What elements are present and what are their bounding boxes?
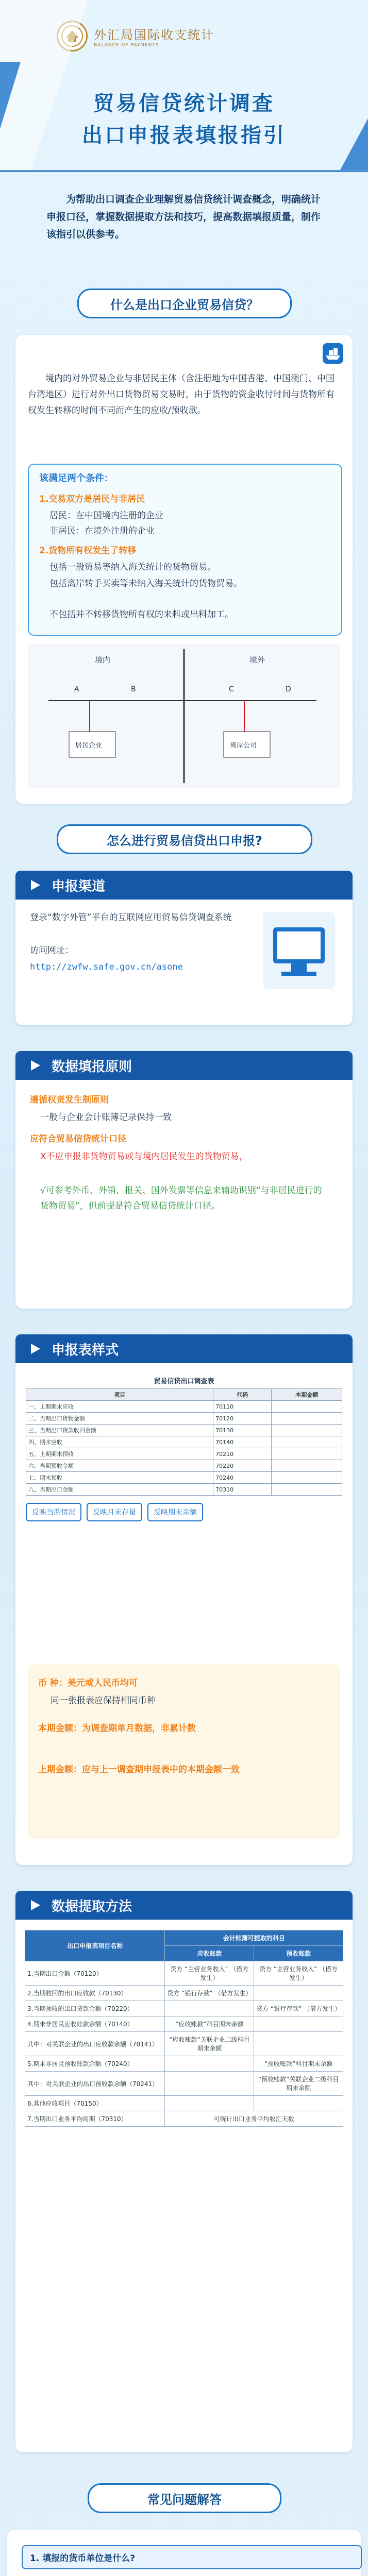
ext-row-label: 3.当期预收的出口贷款金额（70220）	[25, 2001, 165, 2016]
diagram-label-out: 境外	[249, 655, 265, 665]
table-row	[25, 2111, 343, 2127]
note-currency-sub: 同一张报表应保持相同币种	[51, 1696, 156, 1706]
card-principles	[15, 1051, 353, 1309]
diagram-node-a: A	[74, 685, 79, 693]
diagram-node-c: C	[229, 685, 234, 693]
bar-principles-title: 数据填报原则	[52, 1059, 132, 1075]
ext-col-receivable: 应收账款	[165, 1946, 254, 1961]
ext-row-a	[165, 2056, 254, 2072]
row-label: 五、上期期末预收	[26, 1448, 213, 1460]
bar-extraction	[15, 1891, 353, 1920]
intro-paragraph: 为帮助出口调查企业理解贸易信贷统计调查概念，明确统计申报口径，掌握数据提取方法和技巧，提高数据填报质量，制作该指引以供参考。	[46, 194, 321, 240]
col-code: 代码	[213, 1389, 272, 1401]
diagram-caption-1: 居民企业	[75, 742, 103, 750]
table-row	[26, 1460, 342, 1472]
page-title-line2: 出口申报表填报指引	[82, 124, 286, 147]
card-extraction	[15, 1891, 353, 2452]
form-notes	[28, 1664, 340, 1839]
conditions-title: 该满足两个条件：	[39, 473, 113, 484]
row-code: 70240	[213, 1472, 272, 1484]
ext-row-label: 其中：对关联企业的出口应收款余额（70141）	[25, 2032, 165, 2056]
row-code: 70140	[213, 1436, 272, 1448]
ship-icon	[323, 343, 343, 364]
play-icon	[28, 878, 42, 892]
ext-col-accounts: 会计账簿可提取的科目	[165, 1930, 343, 1946]
tag-balance: 反映期末余额	[147, 1503, 203, 1521]
row-code: 70220	[213, 1460, 272, 1472]
sample-form-table	[26, 1388, 342, 1496]
condition-1: 1.交易双方是居民与非居民	[39, 494, 145, 504]
condition-1b: 非居民：在境外注册的企业	[49, 526, 155, 536]
table-row	[26, 1484, 342, 1496]
diagram-node-b: B	[131, 685, 136, 693]
tag-current: 反映当期情况	[26, 1503, 81, 1521]
play-icon	[28, 1058, 42, 1073]
play-icon	[28, 1342, 42, 1356]
ext-row-label: 2.当期收回的出口应收款（70130）	[25, 1986, 165, 2001]
extraction-table	[25, 1930, 343, 2127]
conditions-box	[28, 464, 342, 636]
card-channel	[15, 871, 353, 1025]
ext-row-a	[165, 2001, 254, 2016]
table-row	[25, 2016, 343, 2032]
bar-channel	[15, 871, 353, 900]
row-label: 三、当期出口货款收回金额	[26, 1425, 213, 1436]
table-row	[25, 2001, 343, 2016]
row-amount	[272, 1425, 342, 1436]
table-row	[25, 2072, 343, 2096]
row-label: 八、当期出口金额	[26, 1484, 213, 1496]
row-code: 70120	[213, 1413, 272, 1425]
row-amount	[272, 1401, 342, 1413]
ext-row-b: “预收账款”关联企业二级科目期末余额	[254, 2072, 343, 2096]
note-current-amount: 本期金额：为调查期单月数据，非累计数	[38, 1723, 196, 1734]
row-amount	[272, 1460, 342, 1472]
table-row	[25, 2056, 343, 2072]
org-name-en: BALANCE OF PAYMENTS	[94, 42, 159, 48]
ext-row-label: 5.期末非居民预收账款余额（70240）	[25, 2056, 165, 2072]
section-pill-what: 什么是出口企业贸易信贷？	[77, 289, 292, 318]
ext-row-a	[165, 2072, 254, 2096]
bar-form-title: 申报表样式	[52, 1342, 119, 1358]
org-name: 外汇局国际收支统计	[94, 27, 214, 42]
definition-text: 境内的对外贸易企业与非居民主体（含注册地为中国香港、中国澳门、中国台湾地区）进行对外出口货物贸易交易时，由于货物的资金收付时间与货物所有权发生转移的时间不同而产生的应收/预收款。	[28, 374, 334, 416]
ext-col-item: 出口申报表项目名称	[25, 1930, 165, 1961]
diagram-caption-2: 离岸公司	[230, 742, 257, 750]
principle-2b: √可参考外币、外销、报关、国外发票等信息来辅助识别“与非居民进行的货物贸易”，但前提是符合贸易信贷统计口径。	[40, 1185, 322, 1211]
extraction-table-wrap	[25, 1930, 343, 2127]
principle-2a: X不应申报非货物贸易或与境内居民发生的货物贸易，	[40, 1151, 248, 1162]
table-row	[26, 1448, 342, 1460]
play-icon	[28, 1898, 42, 1912]
card-faq	[7, 2530, 361, 2576]
ext-row-b: “预收账款”科目期末余额	[254, 2056, 343, 2072]
table-row	[25, 1986, 343, 2001]
principle-1: 遵循权责发生制原则	[30, 1095, 109, 1105]
ext-row-a: “应收账款”关联企业二级科目期末余额	[165, 2032, 254, 2056]
row-amount	[272, 1484, 342, 1496]
trade-diagram	[28, 644, 340, 788]
section-pill-faq: 常见问题解答	[88, 2483, 281, 2513]
bar-channel-title: 申报渠道	[52, 878, 106, 894]
ext-row-b: 贷方 “银行存款” （借方发生）	[254, 2001, 343, 2016]
table-row	[26, 1413, 342, 1425]
ext-row-a	[165, 2096, 254, 2111]
bar-principles	[15, 1051, 353, 1080]
ext-row-label: 4.期末非居民应收账款余额（70140）	[25, 2016, 165, 2032]
row-label: 六、当期预收金额	[26, 1460, 213, 1472]
condition-2a: 包括一般贸易等纳入海关统计的货物贸易。	[49, 562, 216, 572]
row-amount	[272, 1472, 342, 1484]
row-code: 70210	[213, 1448, 272, 1460]
faq-q1: 1. 填报的货币单位是什么?	[22, 2545, 362, 2569]
ext-row-b	[254, 1986, 343, 2001]
card-definition	[15, 335, 353, 804]
ext-row-a: 可统计出口业务平均收汇天数	[165, 2111, 343, 2127]
row-code: 70130	[213, 1425, 272, 1436]
note-prior-amount: 上期金额：应与上一调查期申报表中的本期金额一致	[38, 1765, 240, 1775]
bar-form	[15, 1334, 353, 1363]
hero-decoration	[0, 0, 368, 185]
ext-row-label: 其中：对关联企业的出口预收款余额（70241）	[25, 2072, 165, 2096]
ext-col-prepaid: 预收账款	[254, 1946, 343, 1961]
row-label: 一、上期期末应收	[26, 1401, 213, 1413]
table-row	[26, 1425, 342, 1436]
trade-diagram-lines	[28, 644, 340, 788]
ext-row-b	[254, 2016, 343, 2032]
col-amount: 本期金额	[272, 1389, 342, 1401]
row-label: 二、当期出口货物金额	[26, 1413, 213, 1425]
note-currency: 币 种：美元或人民币均可	[38, 1678, 138, 1688]
condition-2: 2.货物所有权发生了转移	[39, 546, 137, 556]
section-pill-how: 怎么进行贸易信贷出口申报?	[57, 824, 312, 854]
table-row	[26, 1472, 342, 1484]
table-row	[26, 1401, 342, 1413]
row-amount	[272, 1436, 342, 1448]
diagram-node-d: D	[286, 685, 291, 693]
ext-row-b: 贷方 “主营业务收入” （借方发生）	[254, 1961, 343, 1986]
table-row	[25, 1961, 343, 1986]
ext-row-a: 贷方 “银行存款” （借方发生）	[165, 1986, 254, 2001]
ext-row-a: 贷方 “主营业务收入” （借方发生）	[165, 1961, 254, 1986]
row-label: 四、期末应收	[26, 1436, 213, 1448]
sample-form	[26, 1376, 342, 1521]
computer-illustration	[263, 912, 335, 989]
table-row	[25, 2032, 343, 2056]
form-tags	[26, 1503, 342, 1521]
principle-2: 应符合贸易信贷统计口径	[30, 1134, 126, 1144]
row-amount	[272, 1448, 342, 1460]
channel-url-link[interactable]: http://zwfw.safe.gov.cn/asone	[30, 962, 183, 972]
condition-2b: 包括离岸转手买卖等未纳入海关统计的货物贸易。	[49, 579, 242, 589]
channel-text: 登录“数字外管”平台的互联网应用贸易信贷调查系统	[30, 912, 232, 923]
table-row	[26, 1436, 342, 1448]
card-form-style	[15, 1334, 353, 1865]
condition-1a: 居民：在中国境内注册的企业	[49, 511, 163, 521]
row-label: 七、期末预收	[26, 1472, 213, 1484]
tag-stock: 反映月末存量	[87, 1503, 142, 1521]
row-code: 70310	[213, 1484, 272, 1496]
ext-row-label: 7.当期出口业务平均周期（70310）	[25, 2111, 165, 2127]
ext-row-a: “应收账款”科目期末余额	[165, 2016, 254, 2032]
col-item: 项目	[26, 1389, 213, 1401]
ext-row-b	[254, 2096, 343, 2111]
row-amount	[272, 1413, 342, 1425]
row-code: 70110	[213, 1401, 272, 1413]
principle-1a: 一般与企业会计账簿记录保持一致	[40, 1112, 172, 1123]
ext-row-b	[254, 2032, 343, 2056]
table-row	[25, 2096, 343, 2111]
ext-row-label: 6.其他应收项目（70150）	[25, 2096, 165, 2111]
diagram-label-in: 境内	[95, 655, 111, 665]
condition-2c: 不包括并不转移货物所有权的来料或出料加工。	[49, 609, 233, 620]
sample-form-title: 贸易信贷出口调查表	[154, 1378, 214, 1385]
channel-url-label: 访问网址：	[30, 945, 74, 956]
page-title-line1: 贸易信贷统计调查	[93, 92, 275, 115]
bar-extraction-title: 数据提取方法	[52, 1899, 132, 1914]
ext-row-label: 1.当期出口金额（70120）	[25, 1961, 165, 1986]
